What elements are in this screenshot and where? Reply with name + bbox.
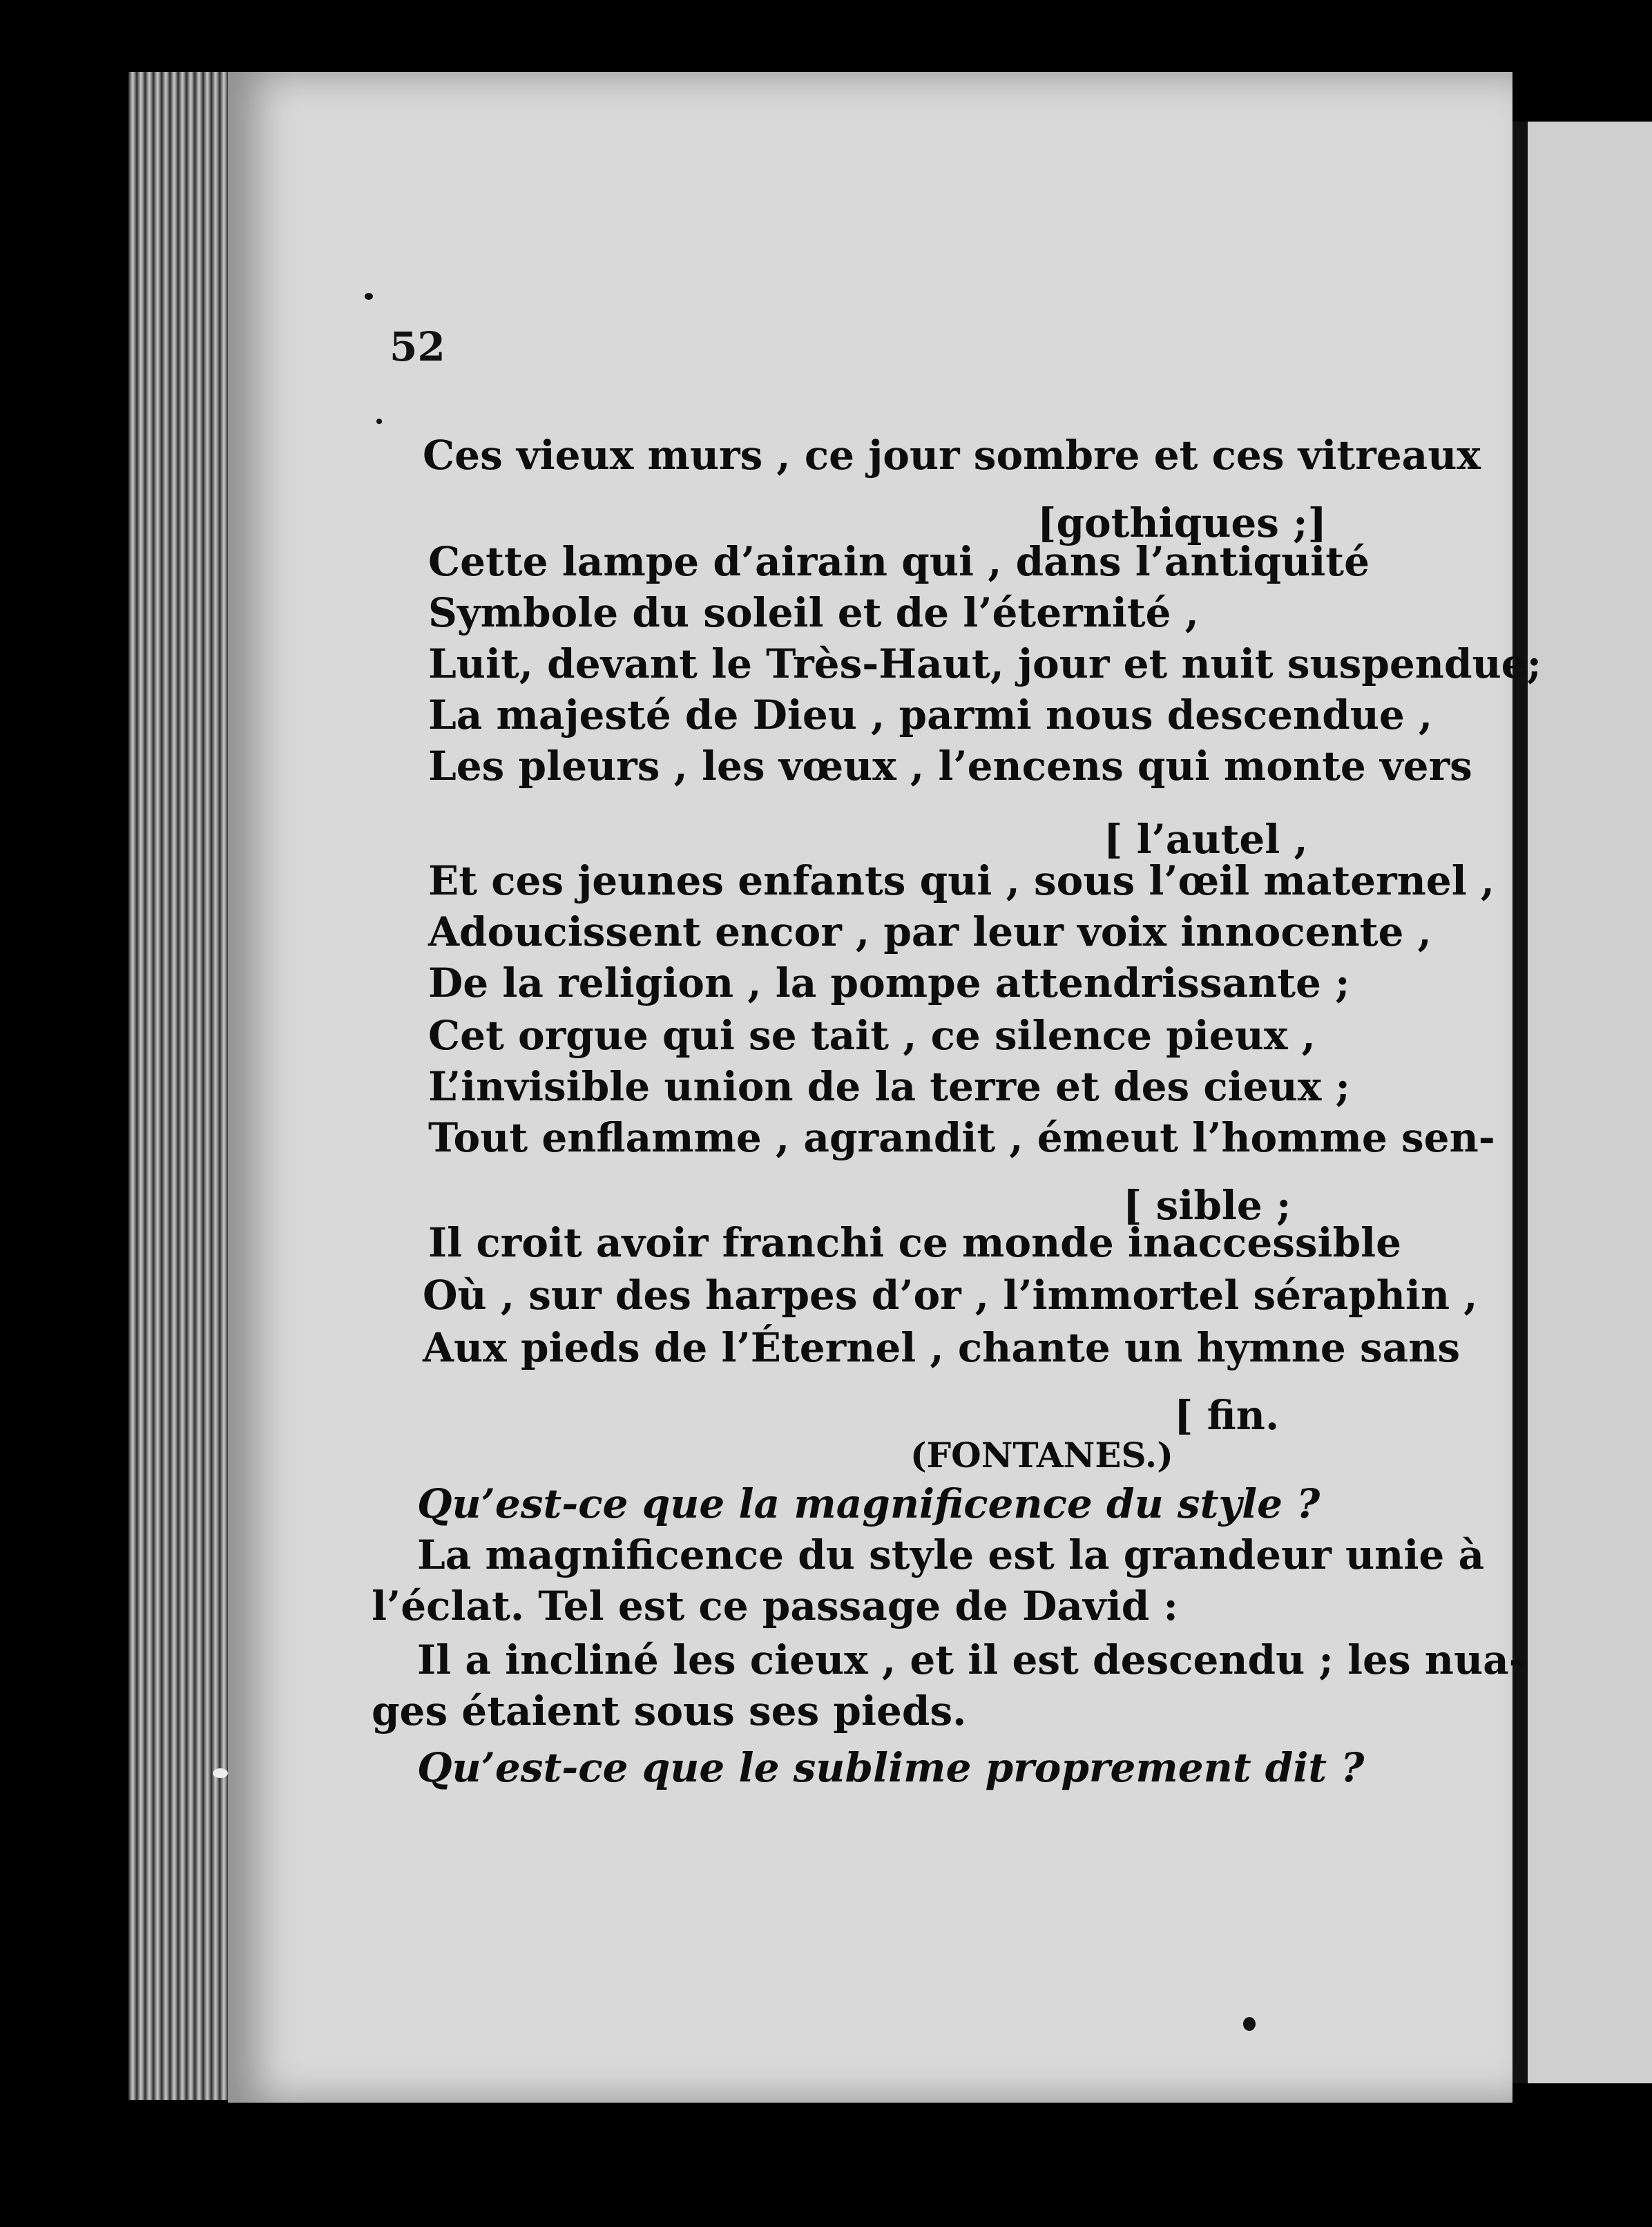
answer-line: l’éclat. Tel est ce passage de David : [372, 1583, 1178, 1629]
ink-speck [1243, 2017, 1256, 2031]
page-number: 52 [390, 323, 445, 370]
poem-line: Tout enflamme , agrandit , émeut l’homme sen- [428, 1114, 1495, 1161]
poem-line: Les pleurs , les vœux , l’encens qui monte vers [428, 743, 1472, 790]
poem-line: L’invisible union de la terre et des cieux ; [428, 1063, 1350, 1110]
quote-line: Il a incliné les cieux , et il est descendu ; les nua- [417, 1636, 1526, 1683]
poem-line: Il croit avoir franchi ce monde inaccessible [428, 1219, 1402, 1266]
poem-line-continuation: [ fin. [1174, 1392, 1280, 1439]
poem-line: Cette lampe d’airain qui , dans l’antiquité [428, 538, 1370, 585]
facing-page-edge [1528, 122, 1652, 2083]
page-gutter [1512, 122, 1528, 2083]
poem-line: Cet orgue qui se tait , ce silence pieux , [428, 1012, 1316, 1059]
poem-line-continuation: [gothiques ;] [1037, 499, 1327, 546]
ink-speck [213, 1768, 228, 1778]
poem-line: Et ces jeunes enfants qui , sous l’œil maternel , [428, 857, 1495, 904]
poem-line: Symbole du soleil et de l’éternité , [428, 589, 1199, 636]
poem-line: Luit, devant le Très-Haut, jour et nuit suspendue; [428, 640, 1541, 687]
quote-line: ges étaient sous ses pieds. [372, 1688, 967, 1734]
question-magnificence: Qu’est-ce que la magnificence du style ? [417, 1480, 1320, 1527]
poem-line: Où , sur des harpes d’or , l’immortel séraphin , [423, 1272, 1478, 1319]
poem-line: Adoucissent encor , par leur voix innocente , [428, 908, 1432, 955]
poem-line: De la religion , la pompe attendrissante ; [428, 959, 1350, 1006]
poem-line: Ces vieux murs , ce jour sombre et ces vitreaux [423, 432, 1481, 479]
poem-line-continuation: [ l’autel , [1104, 816, 1308, 863]
question-sublime: Qu’est-ce que le sublime proprement dit ? [417, 1744, 1365, 1791]
poem-line: Aux pieds de l’Éternel , chante un hymne sans [423, 1324, 1461, 1371]
ink-speck [365, 293, 373, 300]
answer-line: La magnificence du style est la grandeur unie à [417, 1531, 1485, 1578]
poem-line: La majesté de Dieu , parmi nous descendue , [428, 691, 1433, 738]
attribution: (FONTANES.) [910, 1435, 1173, 1475]
ink-speck [376, 419, 382, 424]
poem-line-continuation: [ sible ; [1123, 1182, 1291, 1229]
